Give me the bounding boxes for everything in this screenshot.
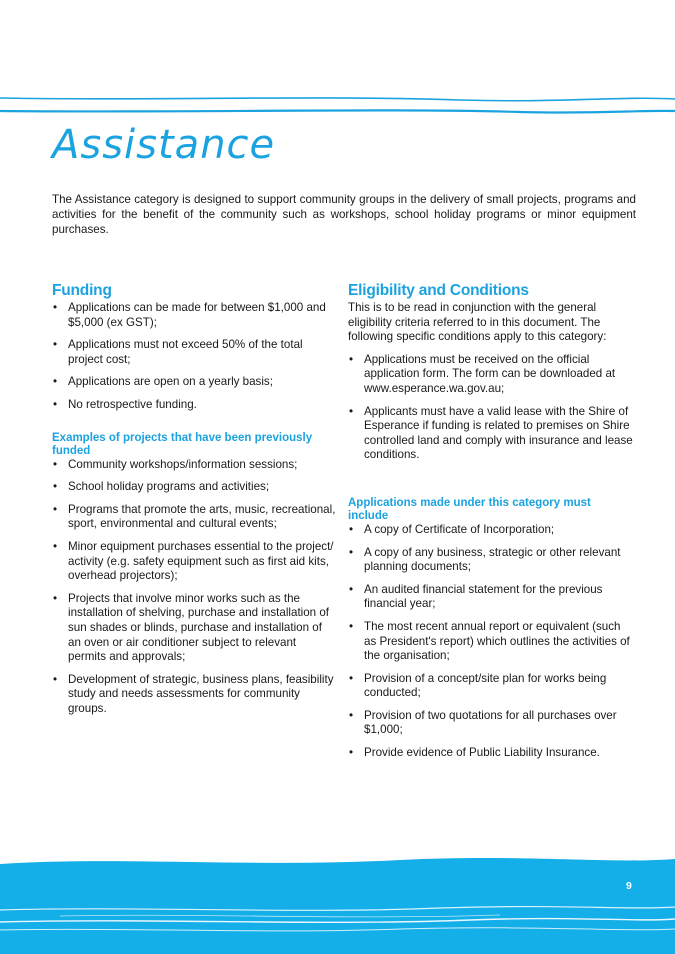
list-item: • Minor equipment purchases essential to the project/ activity (e.g. safety equipment such as first aid kits, overhead projectors); xyxy=(52,540,337,584)
page-title: Assistance xyxy=(52,122,276,168)
examples-heading: Examples of projects that have been previously funded xyxy=(52,431,313,457)
eligibility-heading: Eligibility and Conditions xyxy=(348,282,529,299)
funding-list xyxy=(52,301,337,413)
left-column xyxy=(52,282,337,724)
right-column xyxy=(348,282,633,769)
list-item: • Provision of a concept/site plan for works being conducted; xyxy=(348,672,633,701)
list-item: • Applications must not exceed 50% of the total project cost; xyxy=(52,338,337,367)
examples-list xyxy=(52,458,337,717)
list-item: • An audited financial statement for the previous financial year; xyxy=(348,583,633,612)
list-item: • A copy of any business, strategic or other relevant planning documents; xyxy=(348,546,633,575)
intro-paragraph: The Assistance category is designed to support community groups in the delivery of small projects, programs and activities for the benefit of the community such as workshops, school holiday programs or minor equipment purchases. xyxy=(52,193,636,236)
list-item: • The most recent annual report or equivalent (such as President's report) which outlines the activities of the organisation; xyxy=(348,620,633,664)
list-item: • A copy of Certificate of Incorporation; xyxy=(348,523,633,538)
funding-heading: Funding xyxy=(52,282,112,299)
list-item: • Applicants must have a valid lease with the Shire of Esperance if funding is related to premises on Shire controlled land and comply with insurance and lease conditions. xyxy=(348,405,633,463)
list-item: • Applications can be made for between $1,000 and $5,000 (ex GST); xyxy=(52,301,337,330)
eligibility-list xyxy=(348,353,633,463)
list-item: • Programs that promote the arts, music, recreational, sport, environmental and cultural events; xyxy=(52,503,337,532)
list-item: • Community workshops/information sessions; xyxy=(52,458,337,473)
list-item: • No retrospective funding. xyxy=(52,398,337,413)
eligibility-intro: This is to be read in conjunction with the general eligibility criteria referred to in this document. The following specific conditions apply to this category: xyxy=(348,301,607,344)
list-item: • School holiday programs and activities; xyxy=(52,480,337,495)
list-item: • Projects that involve minor works such as the installation of shelving, purchase and installation of sun shades or blinds, purchase and installation of an oven or air conditioner subject to relevant permits and approvals; xyxy=(52,592,337,665)
must-include-list xyxy=(348,523,633,761)
page-number: 9 xyxy=(626,880,632,892)
list-item: • Development of strategic, business plans, feasibility study and needs assessments for community groups. xyxy=(52,673,337,717)
list-item: • Applications are open on a yearly basis; xyxy=(52,375,337,390)
header-decorative-lines xyxy=(0,92,675,118)
list-item: • Provision of two quotations for all purchases over $1,000; xyxy=(348,709,633,738)
footer-wave-band xyxy=(0,850,675,954)
list-item: • Provide evidence of Public Liability Insurance. xyxy=(348,746,633,761)
list-item: • Applications must be received on the official application form. The form can be downloaded at www.esperance.wa.gov.au; xyxy=(348,353,633,397)
must-include-heading: Applications made under this category must include xyxy=(348,496,591,522)
